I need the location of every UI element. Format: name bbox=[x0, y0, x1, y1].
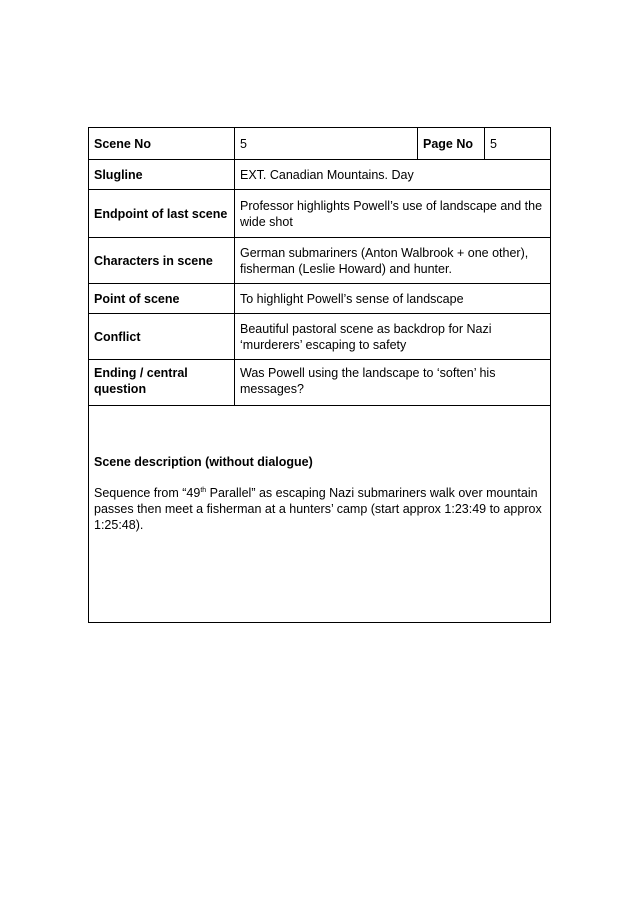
ending-label: Ending / central question bbox=[89, 360, 235, 406]
endpoint-value: Professor highlights Powell’s use of landscape and the wide shot bbox=[235, 190, 551, 238]
description-row bbox=[89, 406, 551, 623]
endpoint-row bbox=[89, 190, 551, 238]
page-no-value: 5 bbox=[485, 128, 551, 160]
scene-description-text bbox=[94, 485, 545, 533]
characters-value: German submariners (Anton Walbrook + one other), fisherman (Leslie Howard) and hunter. bbox=[235, 238, 551, 284]
slugline-label: Slugline bbox=[89, 160, 235, 190]
point-of-scene-row bbox=[89, 284, 551, 314]
ending-row bbox=[89, 360, 551, 406]
slugline-value: EXT. Canadian Mountains. Day bbox=[235, 160, 551, 190]
scene-number-row bbox=[89, 128, 551, 160]
ending-value: Was Powell using the landscape to ‘soften’ his messages? bbox=[235, 360, 551, 406]
conflict-label: Conflict bbox=[89, 314, 235, 360]
scene-description-cell bbox=[89, 406, 551, 623]
scene-breakdown-table bbox=[88, 127, 551, 623]
scene-no-label: Scene No bbox=[89, 128, 235, 160]
conflict-value: Beautiful pastoral scene as backdrop for Nazi ‘murderers’ escaping to safety bbox=[235, 314, 551, 360]
characters-label: Characters in scene bbox=[89, 238, 235, 284]
page-no-label: Page No bbox=[418, 128, 485, 160]
scene-no-value: 5 bbox=[235, 128, 418, 160]
slugline-row bbox=[89, 160, 551, 190]
endpoint-label: Endpoint of last scene bbox=[89, 190, 235, 238]
description-text-start: Sequence from “49 bbox=[94, 486, 201, 500]
point-of-scene-label: Point of scene bbox=[89, 284, 235, 314]
description-superscript: th bbox=[200, 486, 207, 494]
characters-row bbox=[89, 238, 551, 284]
scene-description-heading: Scene description (without dialogue) bbox=[94, 455, 313, 469]
description-text-end: Parallel” as escaping Nazi submariners walk over mountain passes then meet a fisherman at a hunters’ camp (start approx 1:23:49 to approx 1:25:48). bbox=[94, 486, 542, 532]
point-of-scene-value: To highlight Powell’s sense of landscape bbox=[235, 284, 551, 314]
conflict-row bbox=[89, 314, 551, 360]
